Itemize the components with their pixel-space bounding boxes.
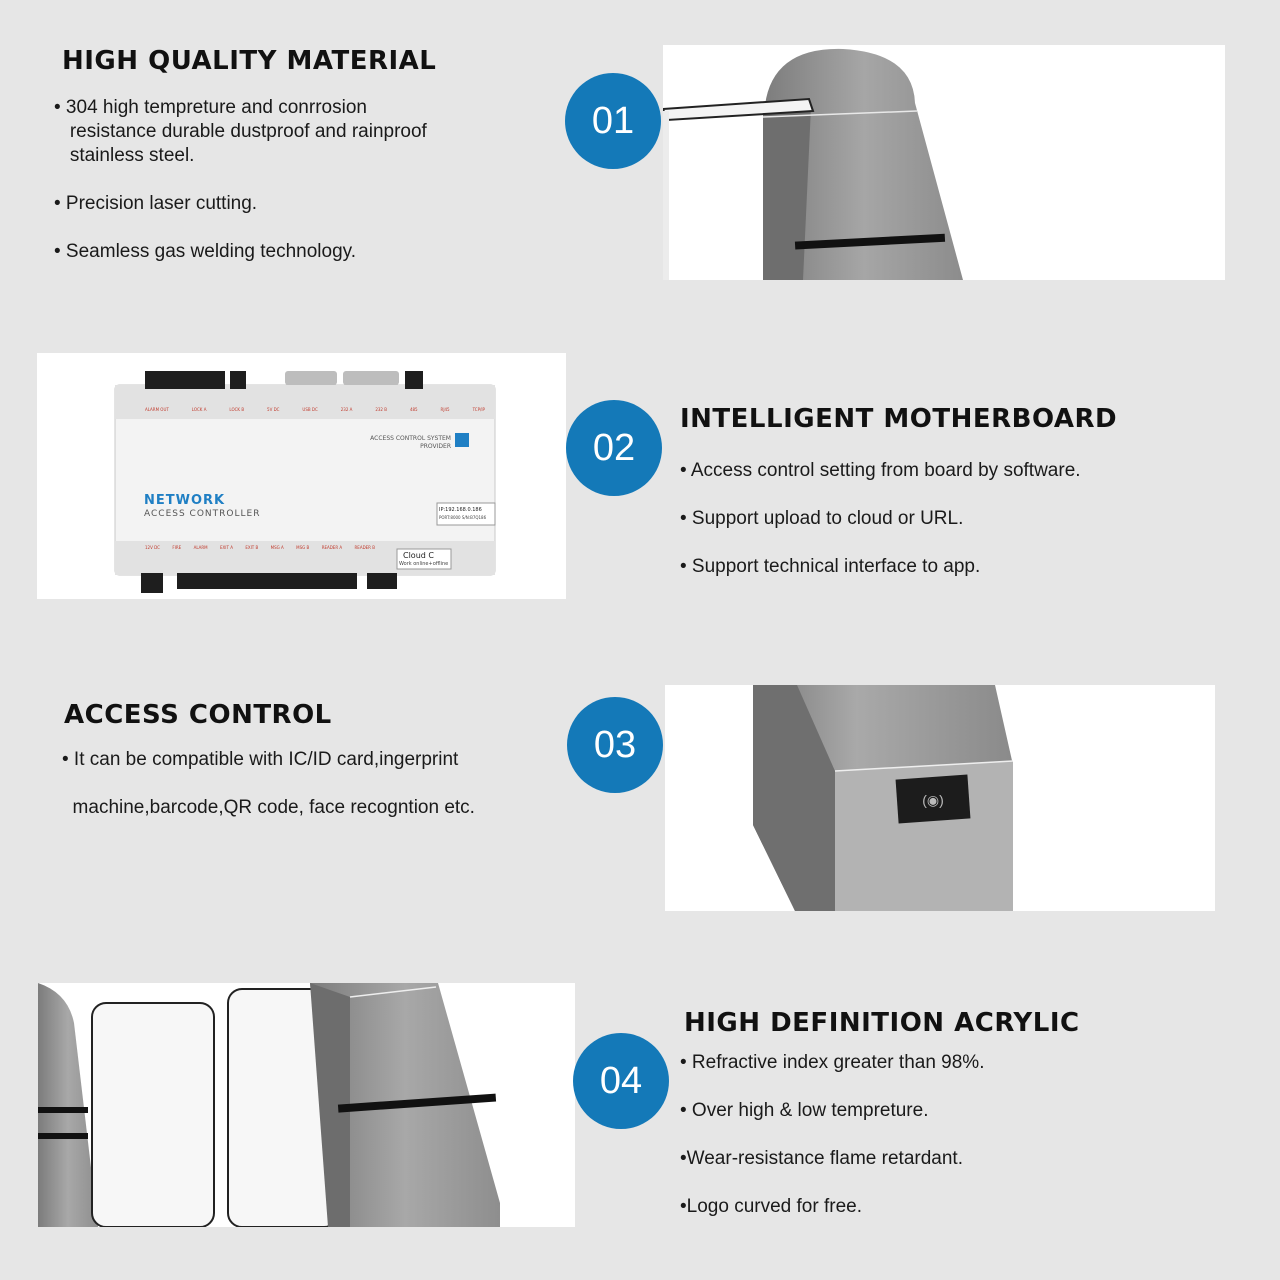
list-item: machine,barcode,QR code, face recogntion etc. [62, 797, 475, 818]
controller-provider-line2: PROVIDER [420, 443, 451, 450]
list-item: • 304 high tempreture and conrrosion resistance durable dustproof and rainproof stainless steel. [54, 97, 427, 166]
list-item: • Support upload to cloud or URL. [680, 508, 964, 529]
controller-cloud-sub: Work online+offline [399, 561, 449, 567]
access-controller-image [37, 353, 566, 599]
step-badge-03: 03 [567, 697, 663, 793]
list-item: • Refractive index greater than 98%. [680, 1052, 985, 1073]
section-3-bullets [62, 748, 475, 844]
list-item: • Access control setting from board by software. [680, 460, 1081, 481]
list-item: •Logo curved for free. [680, 1196, 862, 1217]
step-badge-02: 02 [566, 400, 662, 496]
acrylic-wings-image [38, 983, 575, 1227]
list-item: • Support technical interface to app. [680, 556, 981, 577]
card-reader-image [665, 685, 1215, 911]
svg-text:(◉): (◉) [922, 792, 944, 808]
section-1-title: HIGH QUALITY MATERIAL [62, 46, 437, 76]
controller-cloud-label: Cloud C [403, 551, 434, 560]
controller-brand-line1: NETWORK [144, 493, 226, 508]
controller-bottom-labels: 12V DC FIRE ALARM EXIT A EXIT B MSG A MSG B READER A READER B [145, 545, 375, 550]
controller-port-label: PORT:8000 S/N:B7Q186 [439, 515, 487, 520]
controller-ip-label: IP:192.168.0.186 [439, 507, 482, 513]
section-4-title: HIGH DEFINITION ACRYLIC [684, 1008, 1080, 1038]
section-2-bullets [680, 459, 1081, 603]
section-2-title: INTELLIGENT MOTHERBOARD [680, 404, 1118, 434]
step-badge-01: 01 [565, 73, 661, 169]
steel-gate-image [663, 45, 1225, 280]
step-badge-04: 04 [573, 1033, 669, 1129]
controller-top-labels: ALARM OUT LOCK A LOCK B 5V DC USB DC 232 A 232 B 485 RJ45 TCP/IP [145, 407, 485, 412]
section-3-title: ACCESS CONTROL [64, 700, 332, 730]
list-item: • It can be compatible with IC/ID card,ingerprint [62, 749, 459, 770]
controller-provider-line1: ACCESS CONTROL SYSTEM [370, 435, 451, 442]
section-4-bullets [680, 1051, 984, 1243]
list-item: •Wear-resistance flame retardant. [680, 1148, 963, 1169]
list-item: • Precision laser cutting. [54, 193, 258, 214]
controller-brand-line2: ACCESS CONTROLLER [144, 509, 261, 519]
list-item: • Seamless gas welding technology. [54, 241, 357, 262]
list-item: • Over high & low tempreture. [680, 1100, 929, 1121]
section-1-bullets [54, 96, 427, 288]
